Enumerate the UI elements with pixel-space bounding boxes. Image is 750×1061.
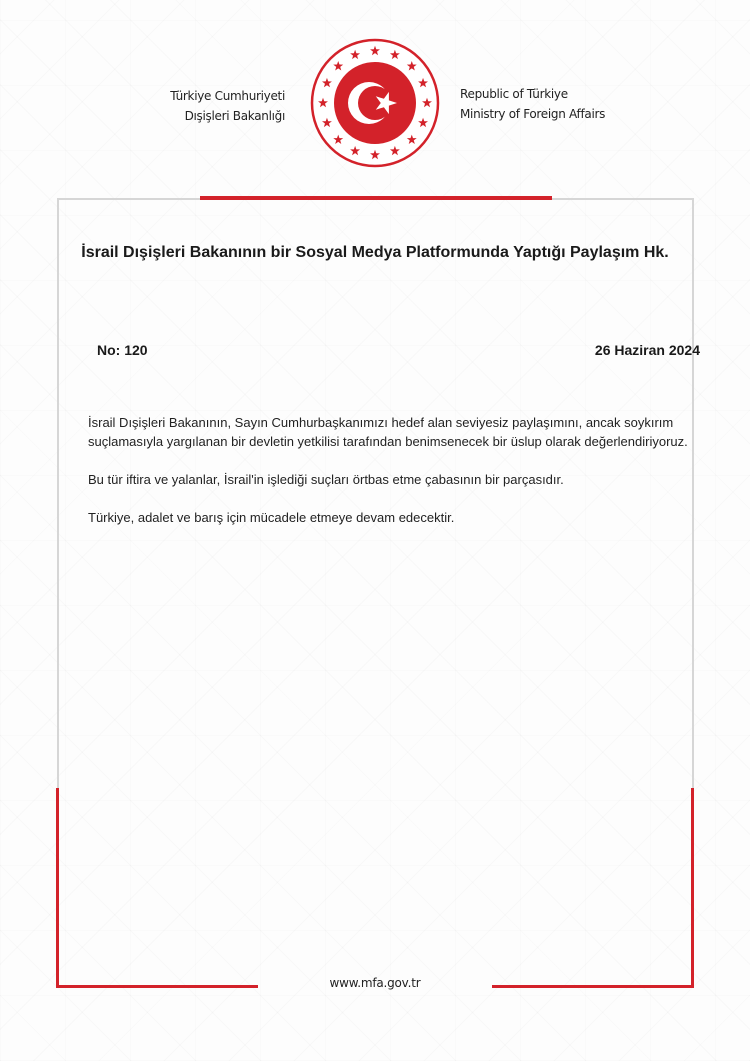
header-right-text: [460, 84, 605, 124]
ministry-emblem-icon: [309, 37, 441, 169]
frame-left-red-line: [56, 788, 59, 988]
frame-right-red-line: [691, 788, 694, 988]
header-left-line2: Dışişleri Bakanlığı: [184, 109, 285, 123]
document-date: 26 Haziran 2024: [594, 342, 700, 358]
body-paragraph: İsrail Dışişleri Bakanının, Sayın Cumhurbaşkanımızı hedef alan seviyesiz paylaşımını, ancak soykırım suçlamasıyla yargılanan bir devletin yetkilisi tarafından benimsenecek bir üslup olarak değerlendiriyoruz.: [88, 415, 688, 449]
document-body: [88, 413, 688, 546]
body-paragraph: Türkiye, adalet ve barış için mücadele etmeye devam edecektir.: [88, 510, 455, 525]
frame-top-red-line: [200, 196, 552, 200]
document-number: No: 120: [97, 342, 148, 358]
frame-left-line: [57, 198, 59, 788]
header-left-line1: Türkiye Cumhuriyeti: [170, 89, 285, 103]
frame-right-line: [692, 198, 694, 788]
frame-top-left-line: [58, 198, 200, 200]
frame-top-right-line: [552, 198, 694, 200]
document-title: İsrail Dışişleri Bakanının bir Sosyal Medya Platformunda Yaptığı Paylaşım Hk.: [81, 244, 669, 261]
body-paragraph: Bu tür iftira ve yalanlar, İsrail'in işlediği suçları örtbas etme çabasının bir parçasıdır.: [88, 472, 564, 487]
header-right-line1: Republic of Türkiye: [460, 87, 568, 101]
header-right-line2: Ministry of Foreign Affairs: [460, 107, 606, 121]
header-left-text: [170, 86, 285, 126]
footer-url[interactable]: www.mfa.gov.tr: [329, 976, 421, 990]
